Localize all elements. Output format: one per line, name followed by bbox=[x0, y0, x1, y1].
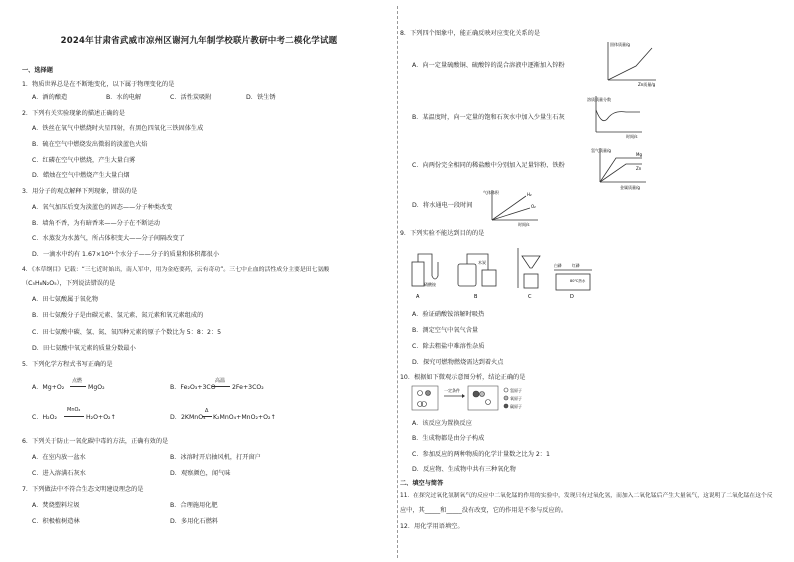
option: B．生成物都是由分子构成 bbox=[412, 435, 485, 442]
graph-b bbox=[586, 92, 646, 140]
equation-b-products: 2Fe+3CO₂ bbox=[232, 384, 264, 391]
graph-c-label-2: Zn bbox=[636, 166, 642, 171]
option: D．田七氨酸中氧元素的质量分数最小 bbox=[32, 345, 136, 352]
question-4: 4．《本草纲目》记载：“三七近时始出，南人军中，用为金疮要药，云有奇功”。三七中止血的活性成分主要是田七氨酸 bbox=[22, 267, 330, 273]
option: D．铁生锈 bbox=[246, 94, 276, 101]
graph-d-label-2: O₂ bbox=[531, 204, 536, 209]
equation-a-reactants: A．Mg+O₂ bbox=[32, 384, 65, 391]
legend-2: 氧原子 bbox=[510, 396, 522, 401]
jar-icon bbox=[458, 264, 476, 286]
graph-d bbox=[482, 186, 542, 228]
reaction-arrow bbox=[70, 386, 86, 387]
option: C．水蒸发为水蒸气，所占体积变大——分子间隔改变了 bbox=[32, 235, 185, 242]
option: C．积极植树造林 bbox=[32, 518, 80, 525]
fig-label-c: C bbox=[528, 294, 532, 300]
option: C．参加反应的两种物质的化学计量数之比为 2：1 bbox=[412, 451, 550, 458]
option: D．探究可燃物燃烧需达到着火点 bbox=[412, 359, 504, 366]
page-title: 2024年甘肃省武威市凉州区谢河九年制学校联片教研中考二模化学试题 bbox=[60, 36, 338, 46]
option: D．蜡烛在空气中燃烧产生大量白烟 bbox=[32, 172, 130, 179]
fig-d-text-3: 80℃热水 bbox=[570, 279, 586, 283]
option: A．田七氨酸属于氧化物 bbox=[32, 296, 99, 303]
graph-a-xlabel: Zn质量/g bbox=[638, 82, 656, 87]
option: C．田七氨酸中碳、氢、氮、氧四种元素的原子个数比为 5：8：2：5 bbox=[32, 329, 222, 336]
fig-a-text: 硝酸铵 bbox=[424, 282, 436, 287]
option: A．氧气加压后变为淡蓝色的固态——分子种类改变 bbox=[32, 204, 173, 211]
question-4-cont: （C₅H₈N₂O₅），下列说法错误的是 bbox=[22, 280, 116, 287]
question-11-cont: 应中，其_____和_____没有改变，它的作用是不参与反应的。 bbox=[400, 507, 568, 514]
question-12: 12．用化学用语填空。 bbox=[400, 523, 464, 530]
question-5: 5．下列化学方程式书写正确的是 bbox=[22, 361, 113, 368]
graph-b-xlabel: 时间/s bbox=[626, 134, 638, 139]
equation-c-reactants: C．H₂O₂ bbox=[32, 414, 57, 421]
flask-icon bbox=[412, 262, 424, 286]
question-11: 11．在探究过氧化氢制氧气的反应中二氧化锰的作用的实验中，发现只有过氧化氢，而加入二氧化锰后产生大量氧气，这说明了二氧化锰在这个反 bbox=[400, 493, 773, 499]
equation-a-condition: 点燃 bbox=[72, 378, 83, 384]
beaker-icon bbox=[482, 270, 496, 286]
option: A．铁丝在氧气中燃烧时火星四射，有黑色四氧化三铁固体生成 bbox=[32, 125, 204, 132]
option: C．进入溶满石灰水 bbox=[32, 470, 86, 477]
graph-c bbox=[590, 144, 650, 192]
reaction-condition: 一定条件 bbox=[444, 388, 460, 393]
option: D．多用化石燃料 bbox=[170, 518, 219, 525]
option: B．测定空气中氧气含量 bbox=[412, 327, 479, 334]
micro-diagram bbox=[408, 384, 558, 414]
option: D．反应物、生成物中共有三种氧化物 bbox=[412, 466, 516, 473]
equation-b-reactants: B．Fe₂O₃+3CO bbox=[170, 384, 216, 391]
column-divider bbox=[397, 6, 398, 558]
option: D．将水通电一段时间 bbox=[412, 202, 473, 209]
experiment-figures bbox=[408, 242, 598, 304]
fig-label-a: A bbox=[416, 294, 420, 300]
section-heading: 一、选择题 bbox=[22, 67, 53, 74]
option: C．向两份完全相同的稀盐酸中分别加入足量锌粉、铁粉 bbox=[412, 162, 565, 169]
question-9: 9．下列实验不能达到目的的是 bbox=[400, 230, 485, 237]
option: B．水的电解 bbox=[106, 94, 142, 101]
question-3: 3．用分子的观点解释下列现象，错误的是 bbox=[22, 188, 138, 195]
fig-b-text: 木炭 bbox=[478, 260, 486, 265]
question-7: 7．下列做法中不符合生态文明建设理念的是 bbox=[22, 486, 144, 493]
option: B．田七氨酸分子是由碳元素、氢元素、氮元素和氧元素组成的 bbox=[32, 312, 204, 319]
option: A．该反应为置换反应 bbox=[412, 420, 472, 427]
graph-d-xlabel: 时间/s bbox=[518, 222, 530, 227]
equation-a-products: MgO₂ bbox=[88, 384, 105, 391]
option: B．冰溶时开启抽风机，打开窗户 bbox=[170, 454, 261, 461]
option: D．一滴水中约有 1.67×10²¹个水分子——分子的质量和体积都很小 bbox=[32, 251, 220, 258]
option: C．红磷在空气中燃烧，产生大量白雾 bbox=[32, 157, 136, 164]
option: A．验证硝酸铵溶解时吸热 bbox=[412, 311, 485, 318]
option: C．除去粗盐中难溶性杂质 bbox=[412, 343, 485, 350]
option: B．硫在空气中燃烧发出微弱的淡蓝色火焰 bbox=[32, 141, 148, 148]
graph-d-label-1: H₂ bbox=[527, 192, 532, 197]
equation-d-reactants: D．2KMnO₄ bbox=[170, 414, 206, 421]
fig-d-text-2: 红磷 bbox=[572, 263, 580, 268]
question-6: 6．下列关于防止一氧化碳中毒的方法，正确有效的是 bbox=[22, 438, 169, 445]
graph-c-label-1: Mg bbox=[636, 152, 642, 157]
option: C．活性炭吸附 bbox=[170, 94, 212, 101]
reaction-arrow bbox=[64, 416, 84, 417]
graph-d-ylabel: 气体体积 bbox=[483, 190, 499, 195]
graph-b-ylabel: 溶质质量分数 bbox=[587, 97, 611, 102]
equation-d-condition: Δ bbox=[205, 408, 209, 414]
option: A．在室内放一盆水 bbox=[32, 454, 86, 461]
fig-label-b: B bbox=[474, 294, 478, 300]
graph-a-ylabel: 固体质量/g bbox=[610, 42, 630, 47]
option: A．焚烧塑料垃圾 bbox=[32, 502, 80, 509]
question-2: 2．下列有关实验现象的描述正确的是 bbox=[22, 110, 125, 117]
graph-a bbox=[600, 38, 660, 88]
question-8: 8．下列四个图象中，能正确反映对应变化关系的是 bbox=[400, 30, 541, 37]
legend-3: 碳原子 bbox=[510, 404, 522, 409]
question-10: 10．根据如下微观示意图分析，结论正确的是 bbox=[400, 374, 526, 381]
equation-b-condition: 高温 bbox=[215, 378, 226, 384]
equation-d-products: K₂MnO₄+MnO₂+O₂↑ bbox=[213, 414, 276, 421]
option: A．向一定量硫酸铜、硫酸锌的混合溶液中逐渐加入锌粉 bbox=[412, 62, 565, 69]
equation-c-condition: MnO₂ bbox=[67, 407, 81, 413]
option: D．观察颜色，闻气味 bbox=[170, 470, 231, 477]
option: B．某温度时，向一定量的饱和石灰水中加入少量生石灰 bbox=[412, 114, 565, 121]
reaction-arrow bbox=[212, 386, 230, 387]
section-heading: 二、填空与简答 bbox=[400, 480, 444, 487]
fig-d-text-1: 白磷 bbox=[554, 263, 562, 268]
reaction-arrow bbox=[202, 416, 212, 417]
graph-c-ylabel: 氢气质量/g bbox=[591, 148, 611, 153]
graph-c-xlabel: 金属质量/g bbox=[620, 185, 640, 190]
equation-c-products: H₂O+O₂↑ bbox=[86, 414, 116, 421]
question-1: 1．物质世界总是在不断地变化，以下属于物理变化的是 bbox=[22, 81, 175, 88]
fig-label-d: D bbox=[570, 294, 574, 300]
option: A．酒的酿造 bbox=[32, 94, 68, 101]
option: B．墙角不香，为有暗香来——分子在不断运动 bbox=[32, 220, 160, 227]
funnel-icon bbox=[522, 256, 540, 268]
option: B．合理施用化肥 bbox=[170, 502, 218, 509]
legend-1: 氢原子 bbox=[510, 388, 522, 393]
